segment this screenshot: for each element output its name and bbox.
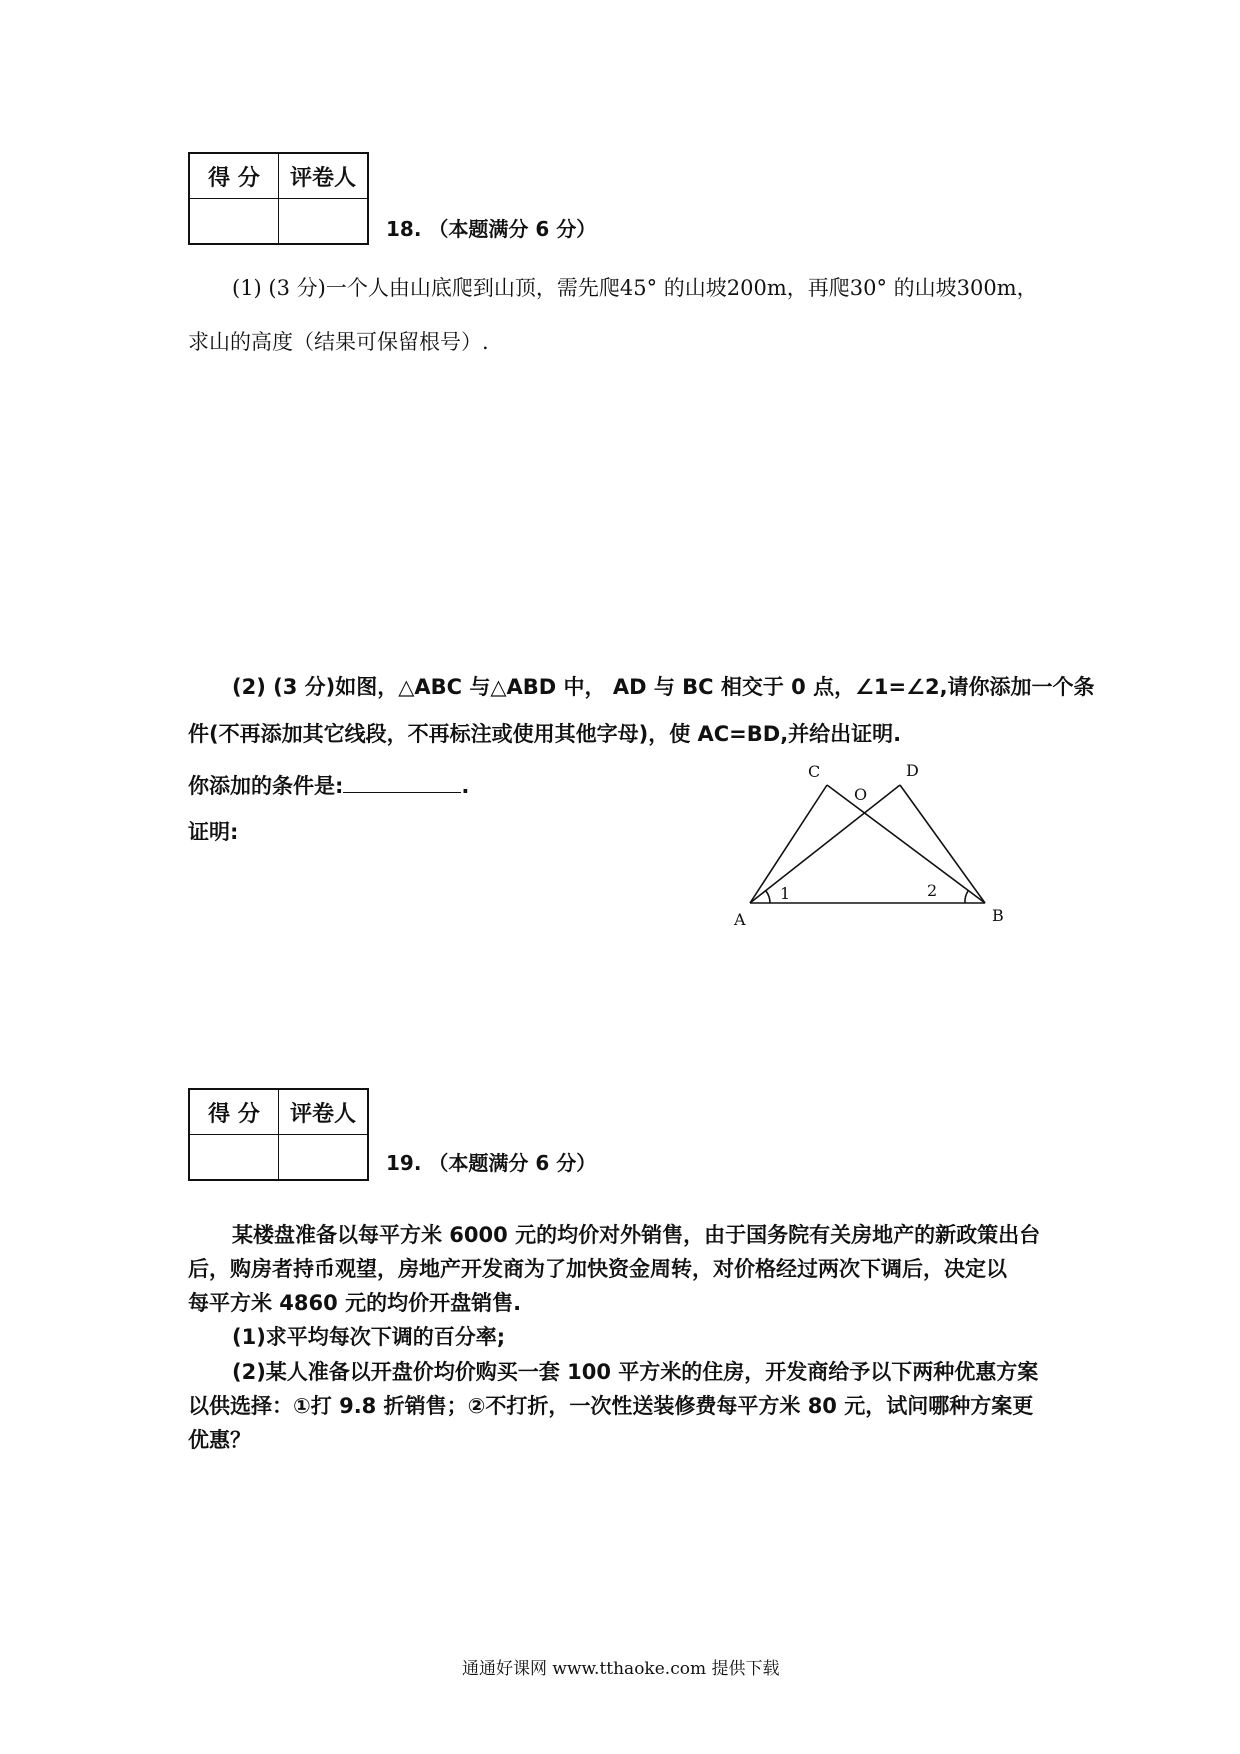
label-c: C: [808, 762, 821, 781]
score-label: 得 分: [189, 153, 279, 199]
grader-label: 评卷人: [279, 1089, 369, 1135]
q18-part2-line2: 件(不再添加其它线段，不再标注或使用其他字母)，使 AC=BD,并给出证明.: [188, 722, 902, 746]
score-cell[interactable]: [189, 199, 279, 245]
segment-ad: [750, 785, 900, 903]
q18-heading: 18. （本题满分 6 分）: [386, 217, 597, 241]
q18-part1-line2: 求山的高度（结果可保留根号）.: [188, 330, 489, 354]
q19-heading: 19. （本题满分 6 分）: [386, 1151, 597, 1175]
q19-sub2-line1: (2)某人准备以开盘价均价购买一套 100 平方米的住房，开发商给予以下两种优惠方案: [232, 1360, 1039, 1384]
label-angle-1: 1: [780, 884, 791, 903]
grader-cell[interactable]: [279, 199, 369, 245]
condition-label: 你添加的条件是:: [188, 774, 344, 798]
q18-score-table: [188, 152, 369, 245]
q19-para-line1: 某楼盘准备以每平方米 6000 元的均价对外销售，由于国务院有关房地产的新政策出台: [232, 1223, 1041, 1247]
segment-db: [900, 785, 985, 903]
q19-sub2-line2: 以供选择：①打 9.8 折销售；②不打折，一次性送装修费每平方米 80 元，试问哪种方案更: [188, 1394, 1034, 1418]
label-d: D: [906, 761, 919, 780]
q19-score-table: [188, 1088, 369, 1181]
label-angle-2: 2: [927, 881, 938, 900]
grader-label: 评卷人: [279, 153, 369, 199]
label-a: A: [734, 910, 746, 929]
condition-line: [188, 770, 469, 800]
grader-cell[interactable]: [279, 1135, 369, 1181]
q19-sub2-line3: 优惠？: [188, 1428, 251, 1452]
label-o: O: [854, 785, 868, 804]
q18-part2-line1: (2) (3 分)如图，△ABC 与△ABD 中， AD 与 BC 相交于 0 点，∠1=∠2,请你添加一个条: [232, 675, 1095, 699]
footer-text: 通通好课网 www.tthaoke.com 提供下载: [462, 1659, 780, 1679]
triangle-figure: [720, 755, 1020, 935]
q18-part1-line1: (1) (3 分)一个人由山底爬到山顶，需先爬45° 的山坡200m，再爬30° 的山坡300m，: [232, 276, 1038, 300]
condition-end: .: [461, 774, 470, 798]
condition-blank[interactable]: [343, 774, 461, 793]
q19-sub1: (1)求平均每次下调的百分率;: [232, 1325, 506, 1349]
score-label: 得 分: [189, 1089, 279, 1135]
q19-para-line3: 每平方米 4860 元的均价开盘销售.: [188, 1291, 522, 1315]
segment-cb: [827, 785, 985, 903]
label-b: B: [992, 906, 1004, 925]
q19-para-line2: 后，购房者持币观望，房地产开发商为了加快资金周转，对价格经过两次下调后，决定以: [188, 1257, 1007, 1281]
proof-label: 证明:: [188, 820, 239, 844]
angle-1-arc: [766, 891, 770, 903]
angle-2-arc: [965, 891, 968, 903]
score-cell[interactable]: [189, 1135, 279, 1181]
